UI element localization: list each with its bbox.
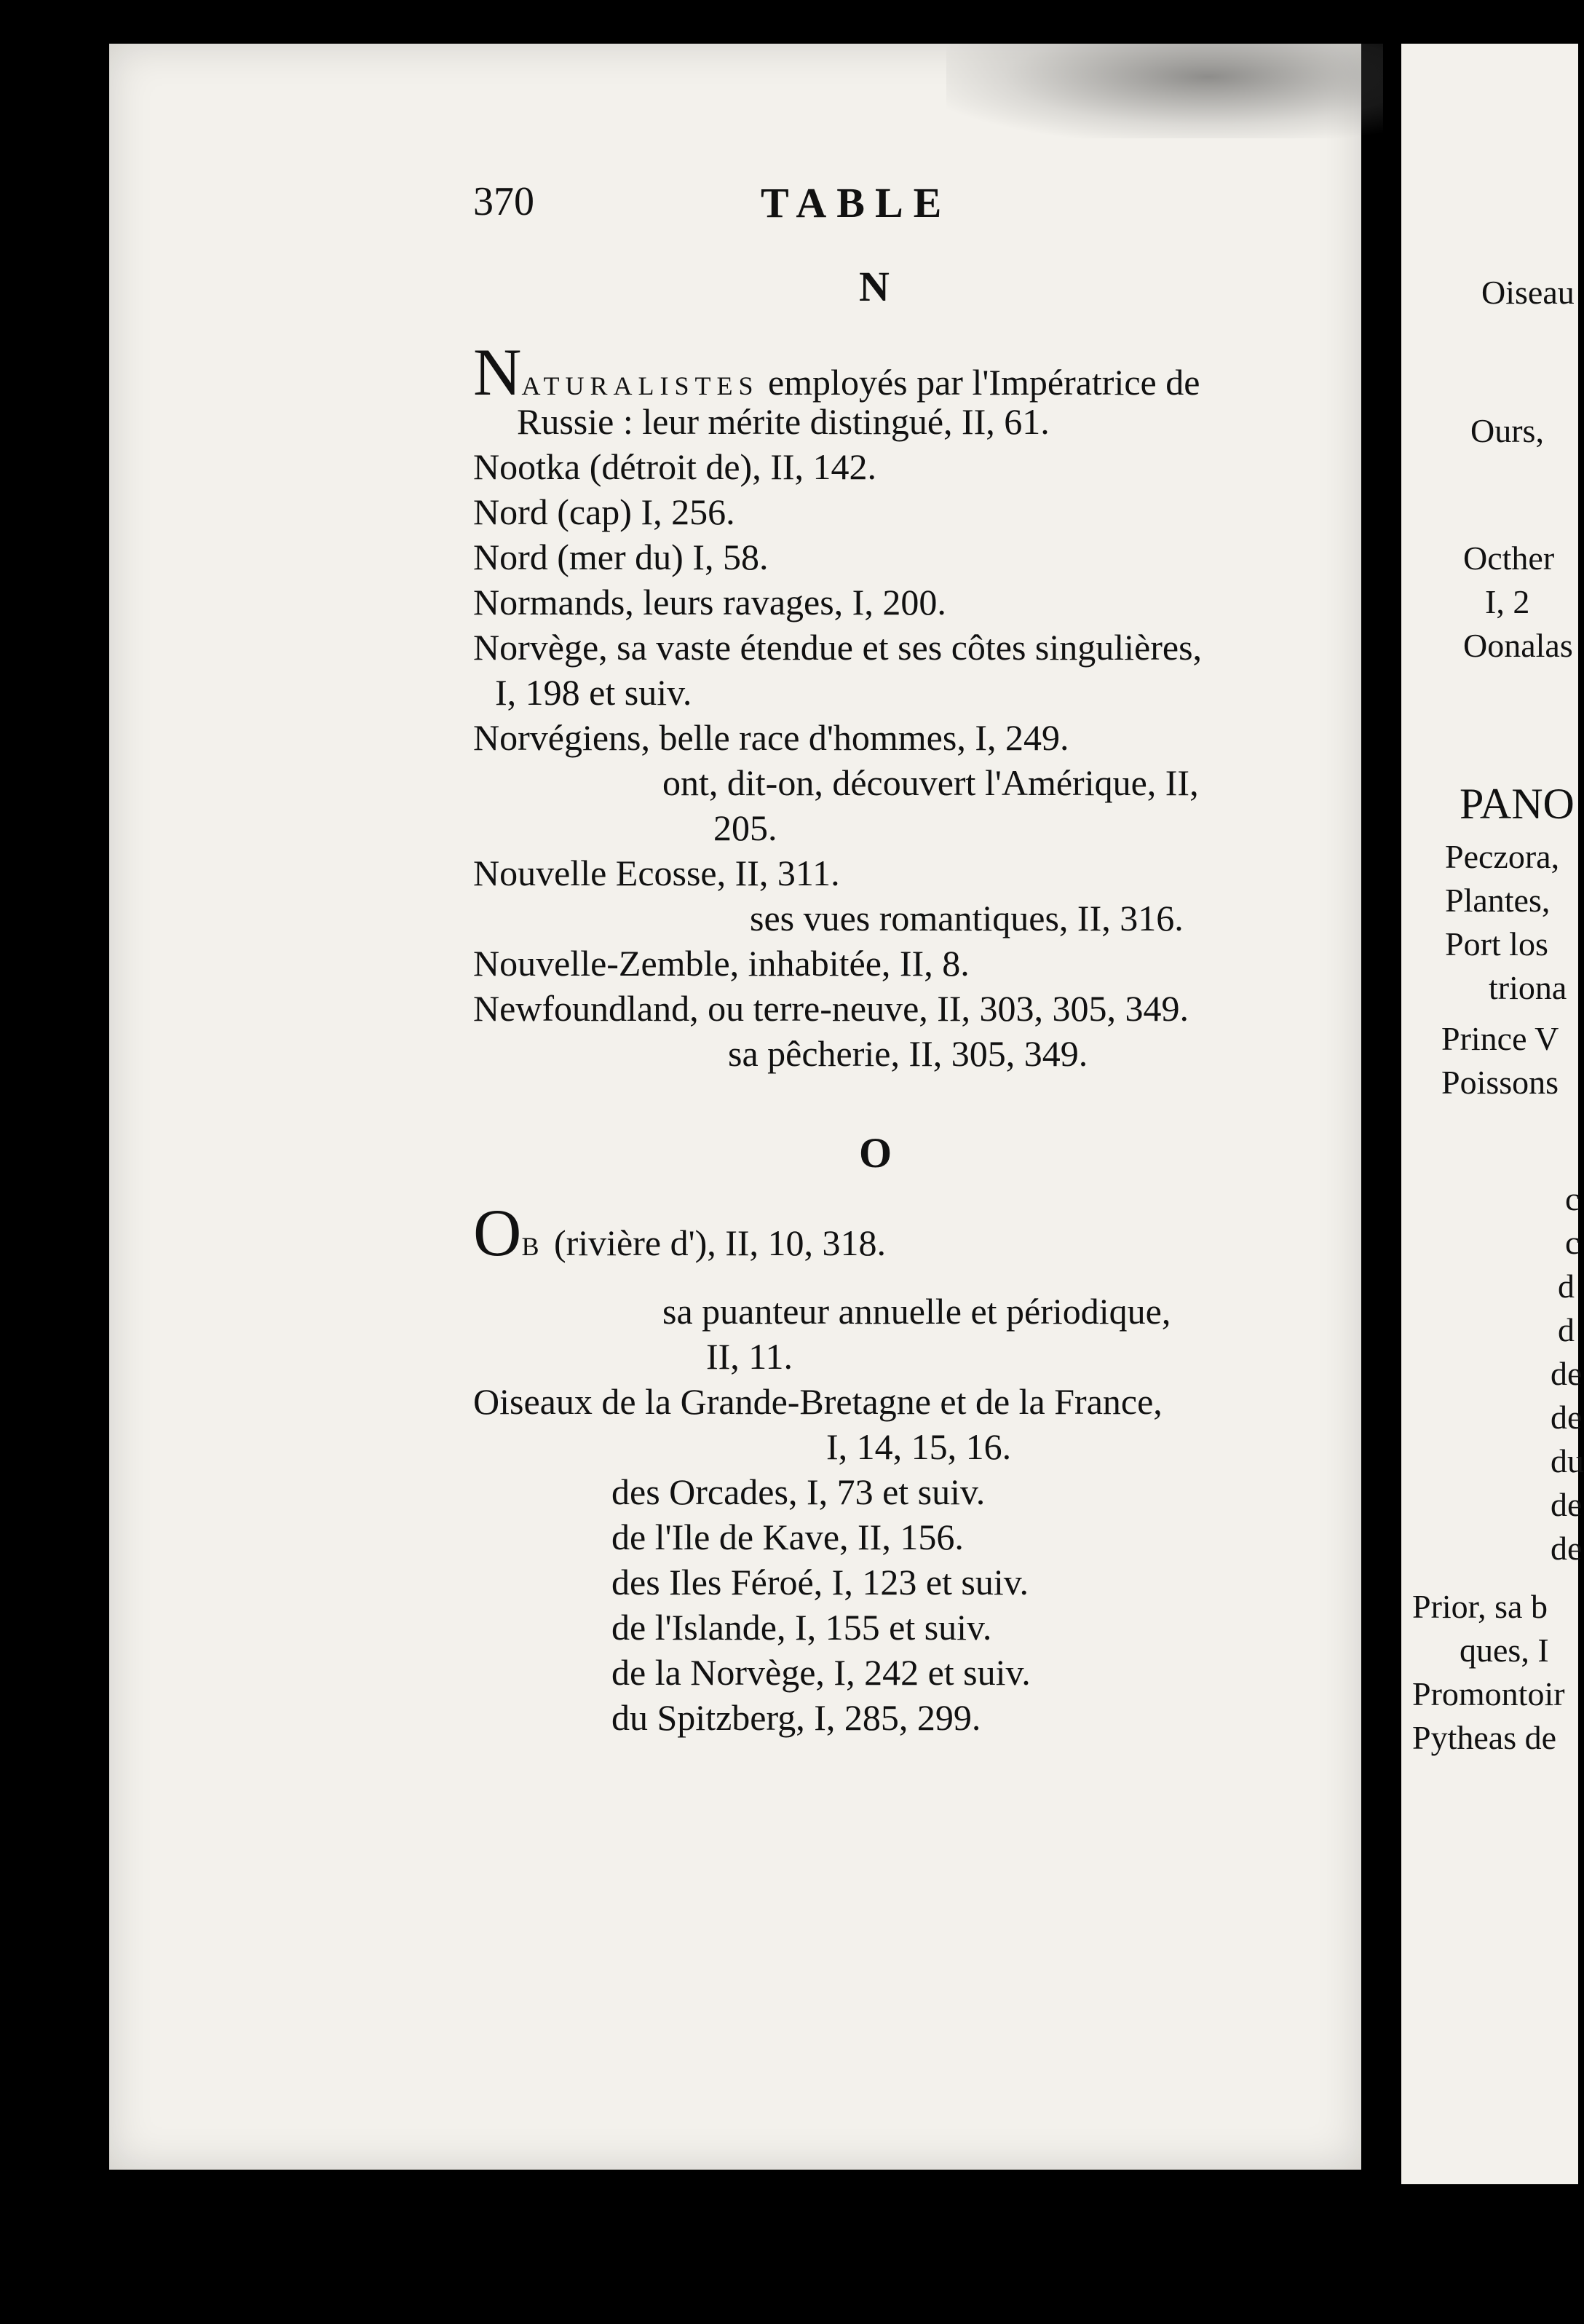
- right-line: Prior, sa b: [1412, 1588, 1548, 1625]
- index-entry: de l'Islande, I, 155 et suiv.: [611, 1607, 992, 1648]
- index-entry: des Iles Féroé, I, 123 et suiv.: [611, 1562, 1029, 1602]
- right-line: Port los: [1445, 925, 1548, 963]
- index-entry: Nouvelle-Zemble, inhabitée, II, 8.: [473, 943, 970, 984]
- page-header: TABLE: [761, 179, 952, 226]
- right-line: de: [1551, 1486, 1583, 1523]
- index-entry: de l'Ile de Kave, II, 156.: [611, 1517, 964, 1557]
- right-line: d: [1558, 1268, 1575, 1305]
- entry-caps: B: [521, 1232, 545, 1261]
- index-entry: ses vues romantiques, II, 316.: [750, 898, 1184, 938]
- index-entry: Nord (mer du) I, 58.: [473, 537, 769, 577]
- index-entry: 205.: [713, 807, 777, 848]
- right-line: de: [1551, 1355, 1583, 1392]
- section-letter-n: N: [859, 263, 890, 310]
- index-entry: Russie : leur mérite distingué, II, 61.: [517, 401, 1050, 442]
- entry-text: employés par l'Impératrice de: [759, 362, 1200, 403]
- right-line: Ours,: [1470, 412, 1544, 449]
- index-entry: [473, 333, 1200, 411]
- index-entry: Normands, leurs ravages, I, 200.: [473, 582, 946, 622]
- right-line: PANO: [1460, 780, 1575, 828]
- right-line: de: [1551, 1399, 1583, 1436]
- index-entry: du Spitzberg, I, 285, 299.: [611, 1697, 981, 1738]
- index-entry: Nord (cap) I, 256.: [473, 491, 735, 532]
- section-letter-o: O: [859, 1129, 892, 1177]
- index-entry: Nouvelle Ecosse, II, 311.: [473, 853, 840, 893]
- index-entry: Newfoundland, ou terre-neuve, II, 303, 305, 349.: [473, 988, 1189, 1029]
- index-entry: I, 198 et suiv.: [495, 672, 692, 713]
- right-line: Octher: [1463, 540, 1555, 577]
- right-page: [1401, 44, 1584, 2184]
- right-line: ques, I: [1460, 1632, 1549, 1669]
- right-line: de: [1551, 1530, 1583, 1567]
- right-line: du: [1551, 1442, 1584, 1479]
- right-line: Peczora,: [1445, 838, 1560, 875]
- right-line: Oiseau: [1481, 274, 1575, 311]
- right-line: Promontoir: [1412, 1675, 1565, 1712]
- page-number: 370: [473, 179, 534, 224]
- index-entry: sa pêcherie, II, 305, 349.: [728, 1033, 1088, 1074]
- right-line: Oonalas: [1463, 627, 1573, 664]
- index-entry: de la Norvège, I, 242 et suiv.: [611, 1652, 1031, 1693]
- index-entry: I, 14, 15, 16.: [826, 1426, 1012, 1467]
- right-line: d: [1558, 1311, 1575, 1348]
- index-entry: Norvège, sa vaste étendue et ses côtes singulières,: [473, 627, 1203, 668]
- index-entry: [473, 1194, 886, 1271]
- right-line: Poissons: [1441, 1064, 1559, 1101]
- index-entry: ont, dit-on, découvert l'Amérique, II,: [662, 762, 1199, 803]
- right-line: I, 2: [1485, 583, 1530, 620]
- ink-blot: [946, 44, 1383, 138]
- index-entry: Norvégiens, belle race d'hommes, I, 249.: [473, 717, 1069, 758]
- index-entry: Oiseaux de la Grande-Bretagne et de la France,: [473, 1381, 1163, 1422]
- index-entry: II, 11.: [706, 1336, 793, 1377]
- entry-text: (rivière d'), II, 10, 318.: [544, 1222, 887, 1263]
- drop-initial: O: [473, 1195, 522, 1270]
- drop-initial: N: [473, 335, 522, 409]
- right-line: c: [1565, 1224, 1580, 1261]
- index-entry: des Orcades, I, 73 et suiv.: [611, 1471, 986, 1512]
- right-line: triona: [1489, 969, 1567, 1006]
- right-line: Pytheas de: [1412, 1719, 1557, 1756]
- index-entry: sa puanteur annuelle et périodique,: [662, 1291, 1171, 1332]
- left-page: [109, 44, 1361, 2170]
- right-line: Plantes,: [1445, 882, 1551, 919]
- right-line: c: [1565, 1180, 1580, 1217]
- right-line: Prince V: [1441, 1020, 1559, 1057]
- entry-caps: ATURALISTES: [521, 371, 759, 400]
- index-entry: Nootka (détroit de), II, 142.: [473, 446, 877, 487]
